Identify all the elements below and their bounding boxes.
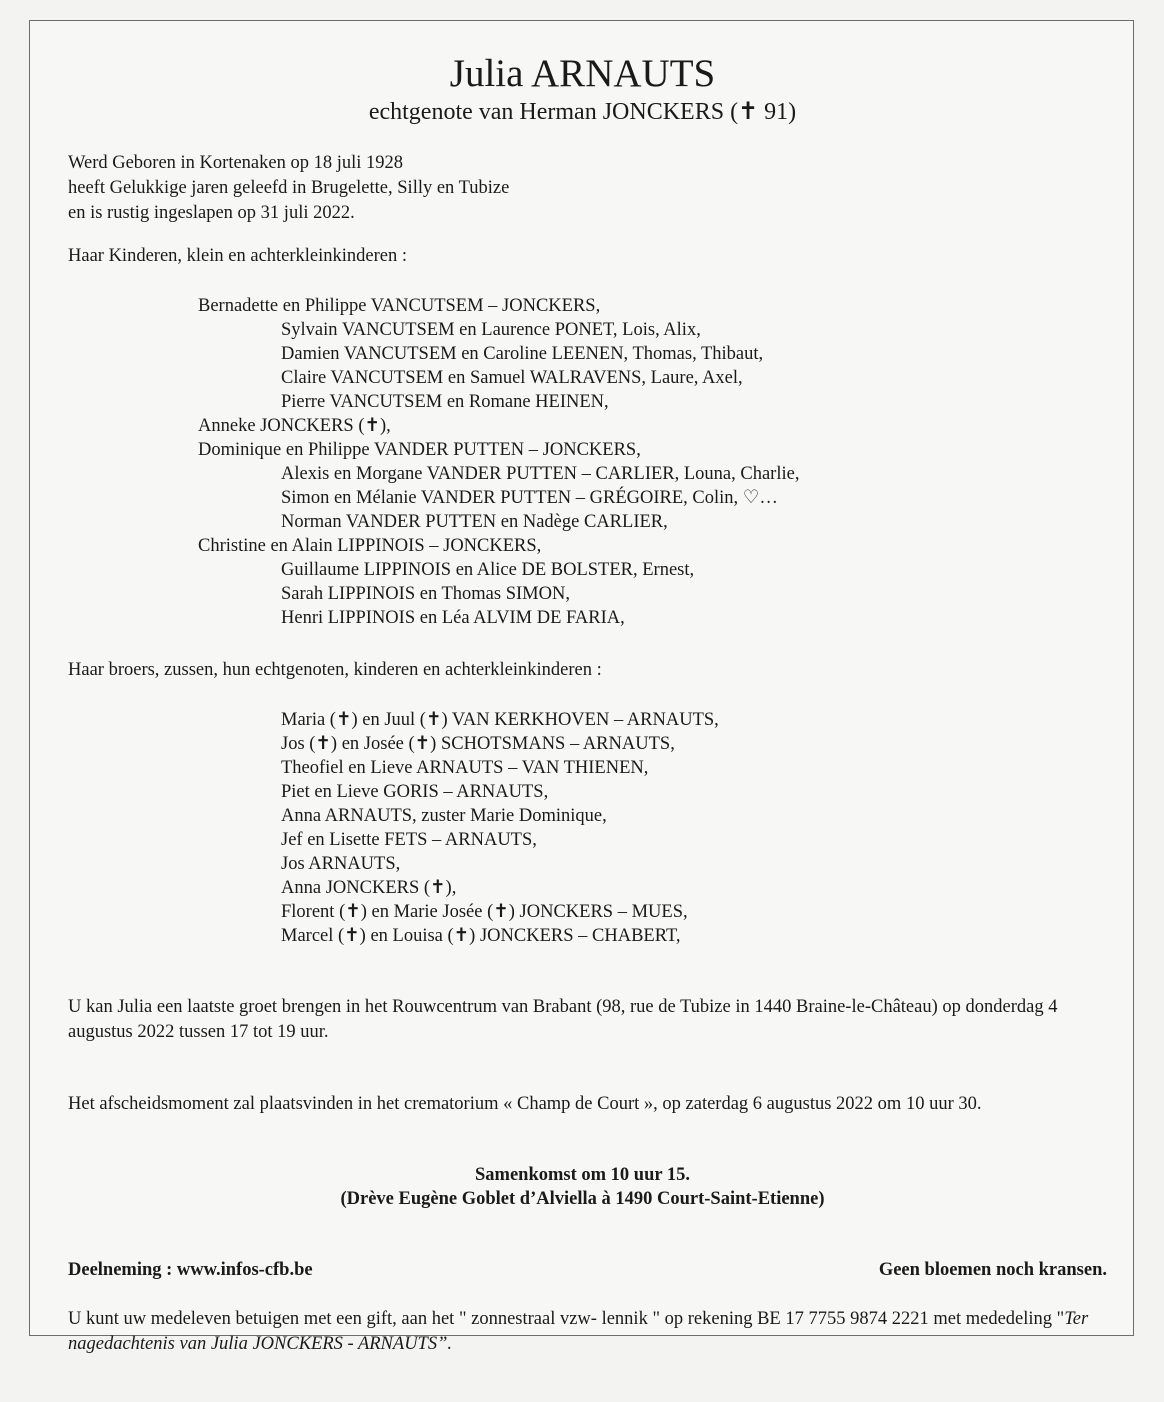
- sibling-line: Anna ARNAUTS, zuster Marie Dominique,: [281, 806, 607, 826]
- deceased-name: Julia ARNAUTS: [449, 52, 716, 95]
- sibling-line: Marcel (✝) en Louisa (✝) JONCKERS – CHABERT,: [281, 926, 681, 946]
- donation-mention: Ter nagedachtenis van Julia JONCKERS - ARNAUTS”.: [68, 1309, 1089, 1354]
- sibling-line: Jef en Lisette FETS – ARNAUTS,: [281, 830, 537, 850]
- condolence-website: Deelneming : www.infos-cfb.be: [68, 1260, 313, 1280]
- siblings-list: [198, 708, 719, 948]
- death-line: en is rustig ingeslapen op 31 juli 2022.: [68, 203, 355, 223]
- life-line: heeft Gelukkige jaren geleefd in Brugelette, Silly en Tubize: [68, 178, 510, 198]
- siblings-heading: Haar broers, zussen, hun echtgenoten, kinderen en achterkleinkinderen :: [68, 660, 602, 680]
- birth-line: Werd Geboren in Kortenaken op 18 juli 1928: [68, 153, 404, 173]
- grandchild-line: Sarah LIPPINOIS en Thomas SIMON,: [281, 584, 570, 604]
- no-flowers-note: Geen bloemen noch kransen.: [878, 1260, 1107, 1280]
- grandchild-line: Sylvain VANCUTSEM en Laurence PONET, Lois, Alix,: [281, 320, 701, 340]
- gathering-address: (Drève Eugène Goblet d’Alviella à 1490 Court-Saint-Etienne): [340, 1189, 825, 1209]
- farewell-paragraph: Het afscheidsmoment zal plaatsvinden in het crematorium « Champ de Court », op zaterdag 6 augustus 2022 om 10 uur 30.: [68, 1094, 982, 1114]
- grandchild-line: Henri LIPPINOIS en Léa ALVIM DE FARIA,: [281, 608, 625, 628]
- grandchild-line: Simon en Mélanie VANDER PUTTEN – GRÉGOIRE, Colin, ♡…: [281, 488, 778, 508]
- grandchild-line: Damien VANCUTSEM en Caroline LEENEN, Thomas, Thibaut,: [281, 344, 764, 364]
- obituary-card: [29, 20, 1134, 1354]
- children-heading: Haar Kinderen, klein en achterkleinkinderen :: [68, 246, 408, 266]
- child-line: Bernadette en Philippe VANCUTSEM – JONCKERS,: [198, 296, 601, 316]
- sibling-line: Jos ARNAUTS,: [281, 854, 401, 874]
- visit-paragraph: U kan Julia een laatste groet brengen in het Rouwcentrum van Brabant (98, rue de Tubize in 1440 Braine-le-Château) op donderdag 4 augustus 2022 tussen 17 tot 19 uur.: [68, 997, 1058, 1042]
- sibling-line: Jos (✝) en Josée (✝) SCHOTSMANS – ARNAUTS,: [281, 734, 675, 754]
- sibling-line: Maria (✝) en Juul (✝) VAN KERKHOVEN – ARNAUTS,: [281, 710, 719, 730]
- grandchild-line: Alexis en Morgane VANDER PUTTEN – CARLIER, Louna, Charlie,: [281, 464, 800, 484]
- sibling-line: Florent (✝) en Marie Josée (✝) JONCKERS – MUES,: [281, 902, 688, 922]
- grandchild-line: Pierre VANCUTSEM en Romane HEINEN,: [281, 392, 609, 412]
- grandchild-line: Guillaume LIPPINOIS en Alice DE BOLSTER, Ernest,: [281, 560, 695, 580]
- spouse-line: echtgenote van Herman JONCKERS (✝ 91): [368, 99, 797, 125]
- sibling-line: Theofiel en Lieve ARNAUTS – VAN THIENEN,: [281, 758, 649, 778]
- child-line: Dominique en Philippe VANDER PUTTEN – JONCKERS,: [198, 440, 641, 460]
- grandchild-line: Claire VANCUTSEM en Samuel WALRAVENS, Laure, Axel,: [281, 368, 743, 388]
- donation-text: U kunt uw medeleven betuigen met een gift, aan het " zonnestraal vzw- lennik " op rekening BE 17 7755 9874 2221 met mededeling ": [68, 1309, 1065, 1329]
- sibling-line: Piet en Lieve GORIS – ARNAUTS,: [281, 782, 549, 802]
- gathering-time: Samenkomst om 10 uur 15.: [475, 1165, 690, 1185]
- child-line: Christine en Alain LIPPINOIS – JONCKERS,: [198, 536, 542, 556]
- grandchild-line: Norman VANDER PUTTEN en Nadège CARLIER,: [281, 512, 668, 532]
- donation-paragraph: [68, 1307, 1108, 1357]
- child-line: Anneke JONCKERS (✝),: [198, 416, 391, 436]
- life-summary: [68, 151, 509, 226]
- children-list: [198, 294, 799, 630]
- sibling-line: Anna JONCKERS (✝),: [281, 878, 457, 898]
